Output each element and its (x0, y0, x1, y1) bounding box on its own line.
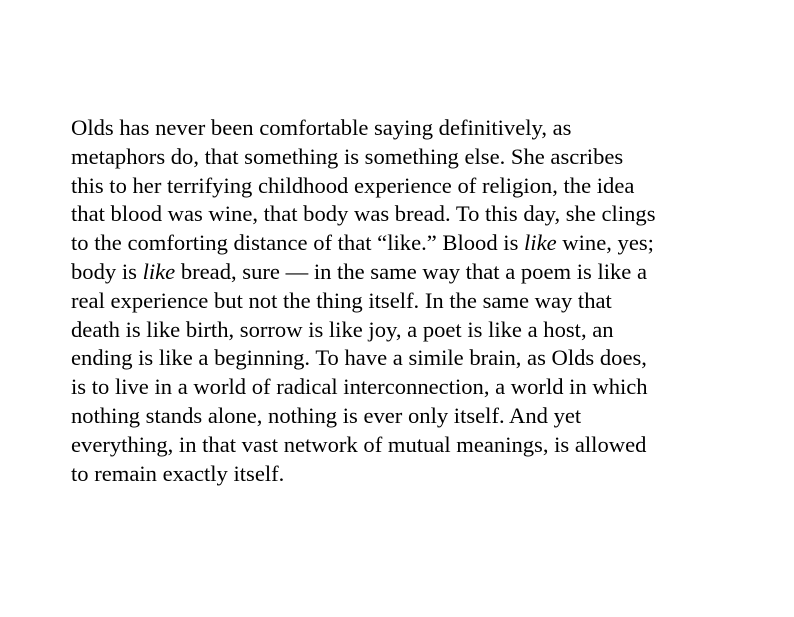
text-run: metaphors do, that something is something else. She ascribes (71, 143, 624, 169)
text-line (71, 344, 751, 373)
text-line (71, 287, 751, 316)
text-line (71, 143, 751, 172)
italic-text: like (524, 230, 557, 256)
text-line (71, 200, 751, 229)
text-run: body is (71, 258, 143, 284)
text-line (71, 229, 751, 258)
text-run: that blood was wine, that body was bread. To this day, she clings (71, 201, 656, 227)
text-line (71, 258, 751, 287)
text-run: real experience but not the thing itself. In the same way that (71, 287, 612, 313)
text-line (71, 316, 751, 345)
text-run: death is like birth, sorrow is like joy, a poet is like a host, an (71, 316, 614, 342)
text-line (71, 460, 751, 489)
text-run: ending is like a beginning. To have a simile brain, as Olds does, (71, 345, 647, 371)
italic-text: like (142, 258, 176, 284)
text-line (71, 373, 751, 402)
text-run: this to her terrifying childhood experience of religion, the idea (71, 172, 635, 198)
text-run: everything, in that vast network of mutual meanings, is allowed (71, 431, 647, 457)
text-run: wine, yes; (556, 230, 654, 256)
text-line (71, 114, 751, 143)
text-run: bread, sure — in the same way that a poem is like a (175, 258, 647, 284)
text-run: is to live in a world of radical interconnection, a world in which (71, 374, 648, 400)
paragraph (71, 114, 751, 488)
text-run: Olds has never been comfortable saying definitively, as (71, 115, 572, 140)
text-line (71, 172, 751, 201)
text-line (71, 402, 751, 431)
text-run: nothing stands alone, nothing is ever only itself. And yet (71, 402, 582, 428)
text-run: to remain exactly itself. (71, 460, 285, 486)
text-run: to the comforting distance of that “like.” Blood is (71, 230, 525, 256)
text-line (71, 431, 751, 460)
